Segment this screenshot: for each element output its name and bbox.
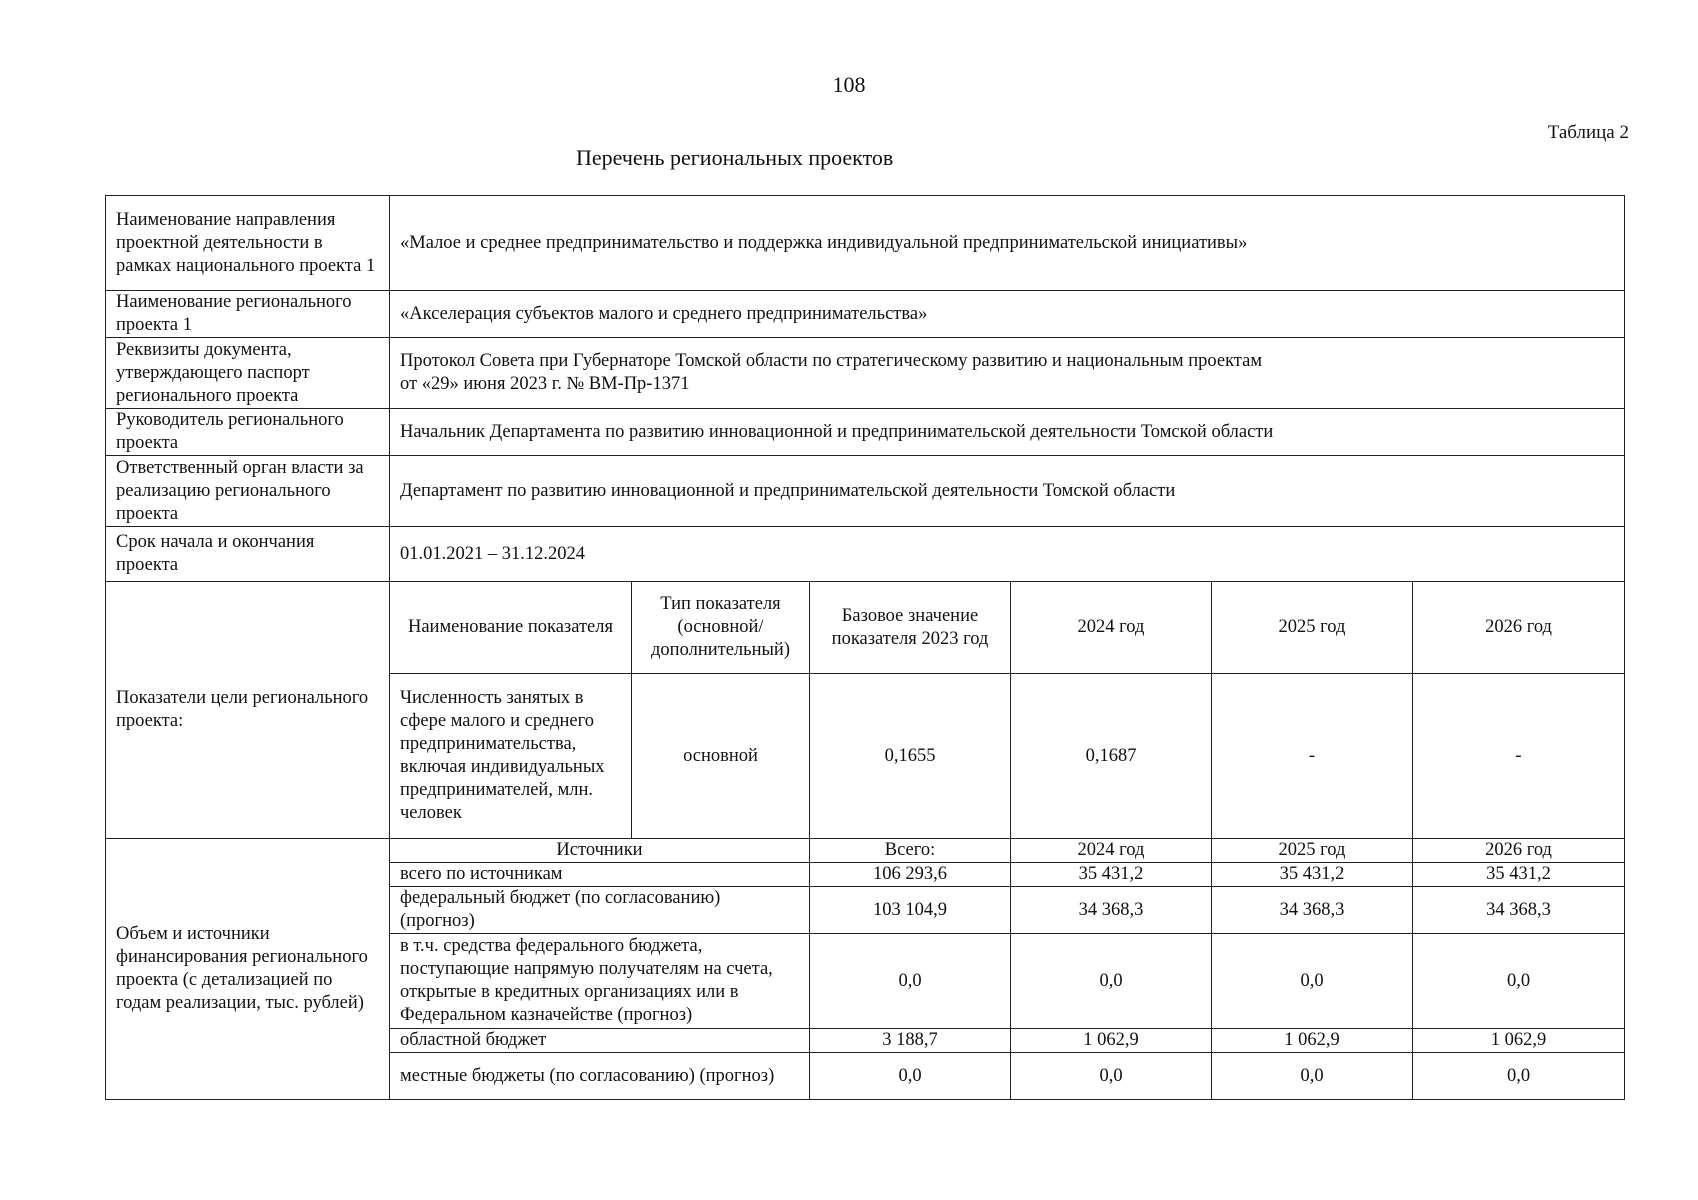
funding-source: областной бюджет [390,1029,810,1053]
projects-table [105,195,1625,1100]
column-header: 2025 год [1212,582,1413,674]
indicator-base-value: 0,1655 [810,674,1011,839]
table-label: Таблица 2 [1547,122,1629,143]
funding-2024: 35 431,2 [1011,863,1212,887]
funding-2026: 1 062,9 [1413,1029,1625,1053]
info-value: «Малое и среднее предпринимательство и поддержка индивидуальной предпринимательской инициативы» [390,196,1625,291]
column-header: Источники [390,839,810,863]
indicator-value-2024: 0,1687 [1011,674,1212,839]
funding-total: 103 104,9 [810,887,1011,934]
funding-2024: 0,0 [1011,1053,1212,1100]
funding-source: всего по источникам [390,863,810,887]
funding-source: федеральный бюджет (по согласованию) (прогноз) [390,887,810,934]
column-header: Тип показателя (основной/ дополнительный) [632,582,810,674]
info-label: Срок начала и окончания проекта [106,527,390,582]
info-value-line: Протокол Совета при Губернаторе Томской области по стратегическому развитию и национальным проектам [400,351,1263,371]
funding-2024: 1 062,9 [1011,1029,1212,1053]
indicators-header-row [106,582,1625,674]
indicator-name: Численность занятых в сфере малого и среднего предпринимательства, включая индивидуальных предпринимателей, млн. человек [390,674,632,839]
info-label: Наименование регионального проекта 1 [106,291,390,338]
page-number: 108 [832,72,866,97]
info-value: Начальник Департамента по развитию инновационной и предпринимательской деятельности Томской области [390,409,1625,456]
funding-total: 0,0 [810,934,1011,1029]
info-row [106,196,1625,291]
funding-2025: 35 431,2 [1212,863,1413,887]
funding-2026: 34 368,3 [1413,887,1625,934]
info-row [106,338,1625,409]
column-header: 2025 год [1212,839,1413,863]
funding-total: 106 293,6 [810,863,1011,887]
info-value: «Акселерация субъектов малого и среднего предпринимательства» [390,291,1625,338]
indicator-value-2026: - [1413,674,1625,839]
document-title: Перечень региональных проектов [576,145,894,170]
funding-2026: 0,0 [1413,934,1625,1029]
funding-total: 0,0 [810,1053,1011,1100]
info-label: Ответственный орган власти за реализацию регионального проекта [106,456,390,527]
column-header: Наименование показателя [390,582,632,674]
funding-2025: 1 062,9 [1212,1029,1413,1053]
indicator-type: основной [632,674,810,839]
funding-2024: 0,0 [1011,934,1212,1029]
funding-label: Объем и источники финансирования регионального проекта (с детализацией по годам реализации, тыс. рублей) [106,839,390,1100]
funding-2024: 34 368,3 [1011,887,1212,934]
column-header: 2024 год [1011,582,1212,674]
info-label: Наименование направления проектной деятельности в рамках национального проекта 1 [106,196,390,291]
info-row [106,456,1625,527]
indicators-label: Показатели цели регионального проекта: [106,582,390,839]
column-header: Базовое значение показателя 2023 год [810,582,1011,674]
info-row [106,291,1625,338]
column-header: 2024 год [1011,839,1212,863]
info-label: Руководитель регионального проекта [106,409,390,456]
info-value: Департамент по развитию инновационной и предпринимательской деятельности Томской области [390,456,1625,527]
funding-2026: 35 431,2 [1413,863,1625,887]
funding-source: в т.ч. средства федерального бюджета, поступающие напрямую получателям на счета, открытые в кредитных организациях или в Федеральном казначействе (прогноз) [390,934,810,1029]
funding-source: местные бюджеты (по согласованию) (прогноз) [390,1053,810,1100]
info-row [106,409,1625,456]
column-header: 2026 год [1413,582,1625,674]
funding-2025: 0,0 [1212,934,1413,1029]
funding-2025: 0,0 [1212,1053,1413,1100]
info-value [390,338,1625,409]
info-value-line: от «29» июня 2023 г. № ВМ-Пр-1371 [400,374,690,394]
funding-header-row [106,839,1625,863]
funding-total: 3 188,7 [810,1029,1011,1053]
funding-2025: 34 368,3 [1212,887,1413,934]
info-row [106,527,1625,582]
info-value: 01.01.2021 – 31.12.2024 [390,527,1625,582]
funding-2026: 0,0 [1413,1053,1625,1100]
info-label: Реквизиты документа, утверждающего паспорт регионального проекта [106,338,390,409]
indicator-value-2025: - [1212,674,1413,839]
column-header: Всего: [810,839,1011,863]
column-header: 2026 год [1413,839,1625,863]
